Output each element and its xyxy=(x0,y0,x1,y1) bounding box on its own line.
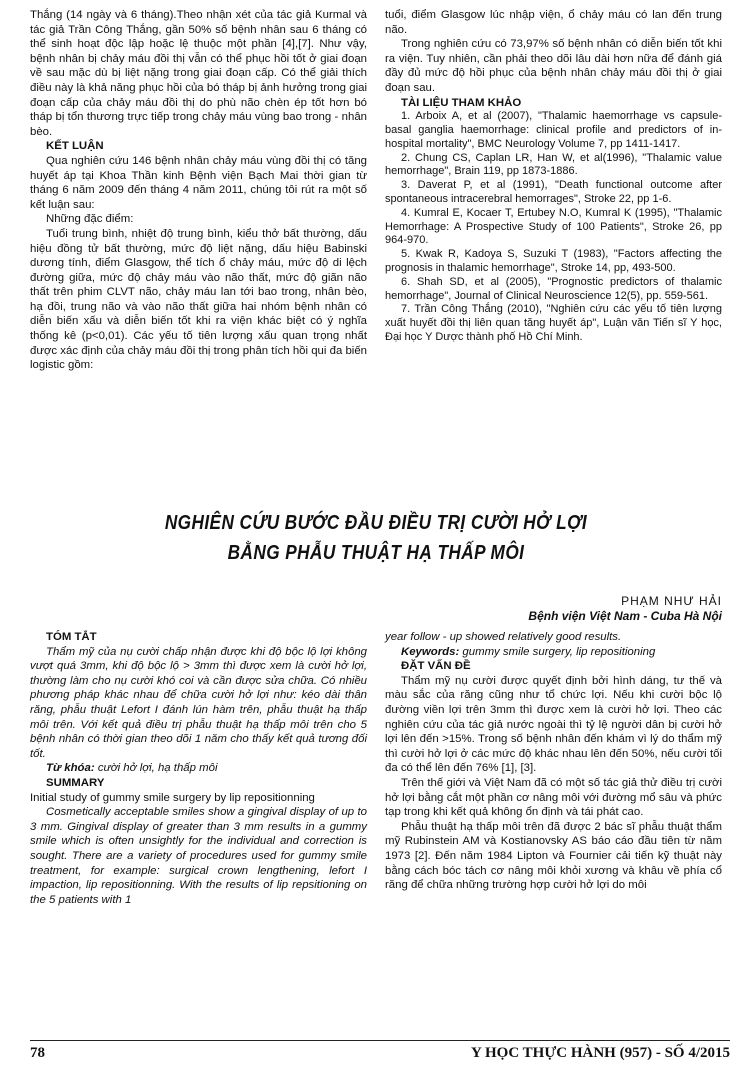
paragraph: Những đặc điểm: xyxy=(46,213,134,226)
keywords-en-label: Keywords: xyxy=(401,645,460,658)
abstract-english: Cosmetically acceptable smiles show a gingival display of up to 3 mm. Gingival display of greater than 3 mm results in a gummy smile which is often unsightly for the individual and correction is sought. There are a variety of procedures used for gummy smile treatment, for example: surgical crown lengthening, lefort I impaction, lip repositionning. With the results of lip repsitioning on the 5 patients with 1 xyxy=(30,806,367,906)
author-name: PHẠM NHƯ HẢI xyxy=(621,594,722,608)
prev-article-left-column xyxy=(30,8,367,373)
paragraph: Phẫu thuật hạ thấp môi trên đã được 2 bác sĩ phẫu thuật thẩm mỹ Rubinstein AM và Kostianovsky AS báo cáo đầu tiên từ năm 1973 [2]. Đến năm 1984 Lipton và Fournier cải tiến kỹ thuật này bằng cách bóc tách cơ nâng môi khỏi xương và khâu về phía cổ răng để chữa những trường hợp cười hở lợi do môi xyxy=(385,820,722,892)
article-title-line-2: BẰNG PHẪU THUẬT HẠ THẤP MÔI xyxy=(227,542,525,564)
section-heading-introduction: ĐẶT VẤN ĐỀ xyxy=(401,660,471,673)
reference-item: 5. Kwak R, Kadoya S, Suzuki T (1983), "Factors affecting the prognosis in thalamic hemorrhage", Stroke 14, pp, 493-500. xyxy=(385,248,722,274)
paragraph: Thắng (14 ngày và 6 tháng).Theo nhận xét của tác giả Kurmal và tác giả Trần Công Thắng, gần 50% số bệnh nhân sau 6 tháng có thể sinh hoạt độc lập hoặc lệ thuộc một phần [4],[7]. Như vậy, bệnh nhân bị chảy máu đồi thị vẫn có thể phục hồi tốt ở giai đoạn về sau mặc dù bị liệt nặng trong giai đoạn cấp. Có thể giải thích điều này là khả năng phục hồi của bó tháp bị ảnh hưởng trong giai đoạn cấp của chảy máu đồi thị do phù não chèn ép tốt hơn bó tháp bị tổn thương trực tiếp trong chảy máu vùng bao trong - nhân bèo. xyxy=(30,9,367,138)
reference-list xyxy=(385,110,722,345)
paragraph: Qua nghiên cứu 146 bệnh nhân chảy máu vùng đồi thị có tăng huyết áp tại Khoa Thần kinh Bệnh viện Bạch Mai thời gian từ tháng 6 năm 2009 đến tháng 4 năm 2011, chúng tôi rút ra một số kết luận sau: xyxy=(30,154,367,211)
article-title xyxy=(0,508,752,568)
english-title: Initial study of gummy smile surgery by lip repositionning xyxy=(30,791,315,804)
abstract-english-continued: year follow - up showed relatively good results. xyxy=(385,631,622,643)
reference-item: 7. Trần Công Thắng (2010), "Nghiên cứu các yếu tố tiên lượng xuất huyết đồi thị liên quan tăng huyết áp", Luận văn Tiến sĩ Y học, Đại học Y Dược thành phố Hồ Chí Minh. xyxy=(385,303,722,343)
reference-item: 3. Daverat P, et al (1991), "Death functional outcome after spontaneous intracerebral hemorrages", Stroke 22, pp 1-6. xyxy=(385,179,722,205)
keywords-label: Từ khóa: xyxy=(46,762,95,775)
section-heading-references: TÀI LIỆU THAM KHẢO xyxy=(401,96,522,109)
paragraph: Thẩm mỹ nụ cười được quyết định bởi hình dáng, tư thế và màu sắc của răng cũng như tổ chức lợi. Nếu khi cười bộc lộ đường viền lợi trên 3mm thì được xem là cười hở lợi. Theo các nghiên cứu của tác giả nước ngoài thì tỷ lệ người dân bị cười hở lợi lên đến >15%. Trong số bệnh nhân đến khám vì lý do thẩm mỹ thì cười hở lợi ở các mức độ khác nhau lên đến 50%, nếu cười tối đa có thể lên đến 76% [1], [3]. xyxy=(385,674,722,775)
reference-item: 6. Shah SD, et al (2005), "Prognostic predictors of thalamic hemorrhage", Journal of Clinical Neuroscience 12(5), pp. 559-561. xyxy=(385,275,722,302)
reference-item: 2. Chung CS, Caplan LR, Han W, et al(1996), "Thalamic value hemorrhage", Brain 119, pp 1873-1886. xyxy=(385,151,722,178)
section-heading-summary-vi: TÓM TẮT xyxy=(46,631,97,643)
journal-issue: Y HỌC THỰC HÀNH (957) - SỐ 4/2015 xyxy=(470,1045,730,1061)
article-title-line-1: NGHIÊN CỨU BƯỚC ĐẦU ĐIỀU TRỊ CƯỜI HỞ LỢI xyxy=(164,512,588,534)
section-heading-summary-en: SUMMARY xyxy=(46,776,105,789)
reference-item: 4. Kumral E, Kocaer T, Ertubey N.O, Kumral K (1995), "Thalamic Hemorrhage: A Prospective Study of 100 Patients", Stroke 26, pp 964-970. xyxy=(385,206,722,247)
article-left-column xyxy=(30,630,367,907)
paragraph: Trong nghiên cứu có 73,97% số bệnh nhân có diễn biến tốt khi ra viện. Tuy nhiên, cần phải theo dõi lâu dài hơn nữa để đánh giá đầy đủ mức độ hồi phục của bệnh nhân chảy máu đồi thị ở giai đoạn sau. xyxy=(385,38,722,94)
reference-item: 1. Arboix A, et al (2007), "Thalamic haemorrhage vs capsule-basal ganglia haemorrhage: clinical profile and predictors of in-hospital mortality", BMC Neurology Volume 7, pp 1411-1417. xyxy=(385,110,722,150)
author-block xyxy=(528,594,722,623)
author-affiliation: Bệnh viện Việt Nam - Cuba Hà Nội xyxy=(528,608,722,623)
prev-article-right-column xyxy=(385,8,722,345)
paragraph: Trên thế giới và Việt Nam đã có một số tác giả thử điều trị cười hở lợi bằng cắt một phần cơ nâng môi với đường mổ sâu và phức tạp trong khi kết quả không ổn định và tái phát cao. xyxy=(385,776,722,819)
paragraph: tuổi, điểm Glasgow lúc nhập viện, ổ chảy máu có lan đến trung não. xyxy=(385,9,722,36)
paragraph: Tuổi trung bình, nhiệt độ trung bình, kiểu thở bất thường, dấu hiệu đồng tử bất thường, mức độ liệt nặng, dấu hiệu Babinski dương tính, điểm Glasgow, thể tích ổ chảy máu, mức độ di lệch đường giữa, mức độ chảy máu vào não thất, mức độ giãn não thất trên phim CLVT não, chảy máu lan tới bao trong, nhân bèo, hạ đồi, trung não và vào não thất giữa hai nhóm bệnh nhân có diễn biến xấu và diễn biến tốt khi ra viện khác biệt có ý nghĩa thống kê (p<0,01). Các yếu tố tiên lượng xấu quan trọng nhất được xác định của chảy máu đồi thị trong phân tích hồi qui đa biến logistic gồm: xyxy=(30,227,367,372)
keywords-vi: cười hở lợi, hạ thấp môi xyxy=(97,762,218,775)
page-number: 78 xyxy=(30,1045,45,1061)
section-heading-conclusion: KẾT LUẬN xyxy=(46,140,104,153)
abstract-vietnamese: Thẩm mỹ của nụ cười chấp nhận được khi độ bộc lộ lợi không vượt quá 3mm, khi độ bộc lộ > 3mm thì được xem là cười hở lợi, thường làm cho nụ cười khó coi và cần được sửa chữa. Có nhiều phương pháp khác nhau để chữa cười hở lợi như: kéo dài thân răng, phẫu thuật Lefort I đánh lún hàm trên, phẫu thuật hạ thấp môi trên. Với kết quả điều trị phẫu thuật hạ thấp môi trên cho 5 bệnh nhân có thời gian theo dõi 1 năm cho thấy kết quả tương đối tốt. xyxy=(30,645,367,760)
keywords-en: gummy smile surgery, lip repositioning xyxy=(462,645,656,658)
footer-divider xyxy=(30,1040,730,1041)
article-right-column xyxy=(385,630,722,893)
